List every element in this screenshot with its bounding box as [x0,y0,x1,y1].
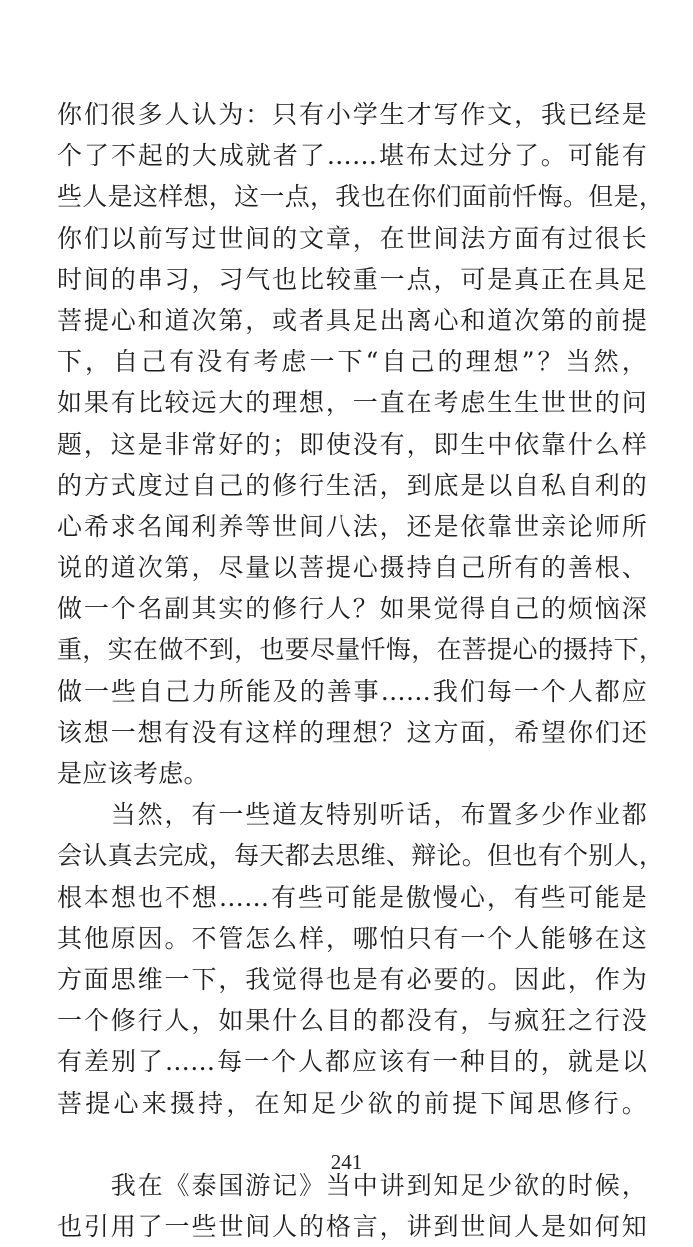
page-number: 241 [330,1150,363,1174]
text-line: 题，这是非常好的；即使没有，即生中依靠什么样 [57,429,647,459]
text-line: 根本想也不想……有些可能是傲慢心，有些可能是 [57,882,647,912]
text-line: 我在《泰国游记》当中讲到知足少欲的时候， [57,1170,647,1200]
text-line: 下，自己有没有考虑一下“自己的理想”？当然， [57,347,647,377]
text-line: 如果有比较远大的理想，一直在考虑生生世世的问 [57,388,647,418]
text-line: 时间的串习，习气也比较重一点，可是真正在具足 [57,264,647,294]
text-line: 做一些自己力所能及的善事……我们每一个人都应 [57,676,647,706]
text-line: 心希求名闻利养等世间八法，还是依靠世亲论师所 [57,511,647,541]
text-line: 也引用了一些世间人的格言，讲到世间人是如何知 [57,1212,647,1242]
text-line: 有差别了……每一个人都应该有一种目的，就是以 [57,1047,647,1077]
text-line: 该想一想有没有这样的理想？这方面，希望你们还 [57,717,647,747]
text-line: 重，实在做不到，也要尽量忏悔，在菩提心的摄持下， [57,635,665,665]
text-line: 菩提心和道次第，或者具足出离心和道次第的前提 [57,305,647,335]
text-line: 是应该考虑。 [57,759,209,788]
paragraph-1 [57,94,665,794]
text-line: 菩提心来摄持，在知足少欲的前提下闻思修行。 [57,1088,647,1118]
paragraph-3 [57,1165,647,1247]
text-line: 做一个名副其实的修行人？如果觉得自己的烦恼深 [57,594,647,624]
text-line: 些人是这样想，这一点，我也在你们面前忏悔。但是， [57,182,665,212]
text-line: 个了不起的大成就者了……堪布太过分了。可能有 [57,141,647,171]
text-line: 你们很多人认为：只有小学生才写作文，我已经是 [57,100,647,129]
text-line: 会认真去完成，每天都去思维、辩论。但也有个别人， [57,841,665,871]
text-line: 你们以前写过世间的文章，在世间法方面有过很长 [57,223,647,253]
text-line: 方面思维一下，我觉得也是有必要的。因此，作为 [57,964,647,994]
body-text [57,94,665,1247]
text-line: 一个修行人，如果什么目的都没有，与疯狂之行没 [57,1006,647,1036]
text-line: 说的道次第，尽量以菩提心摄持自己所有的善根、 [57,553,647,583]
text-line: 当然，有一些道友特别听话，布置多少作业都 [57,800,647,830]
text-line: 其他原因。不管怎么样，哪怕只有一个人能够在这 [57,923,647,953]
paragraph-2 [57,794,665,1165]
text-line: 的方式度过自己的修行生活，到底是以自私自利的 [57,470,647,500]
